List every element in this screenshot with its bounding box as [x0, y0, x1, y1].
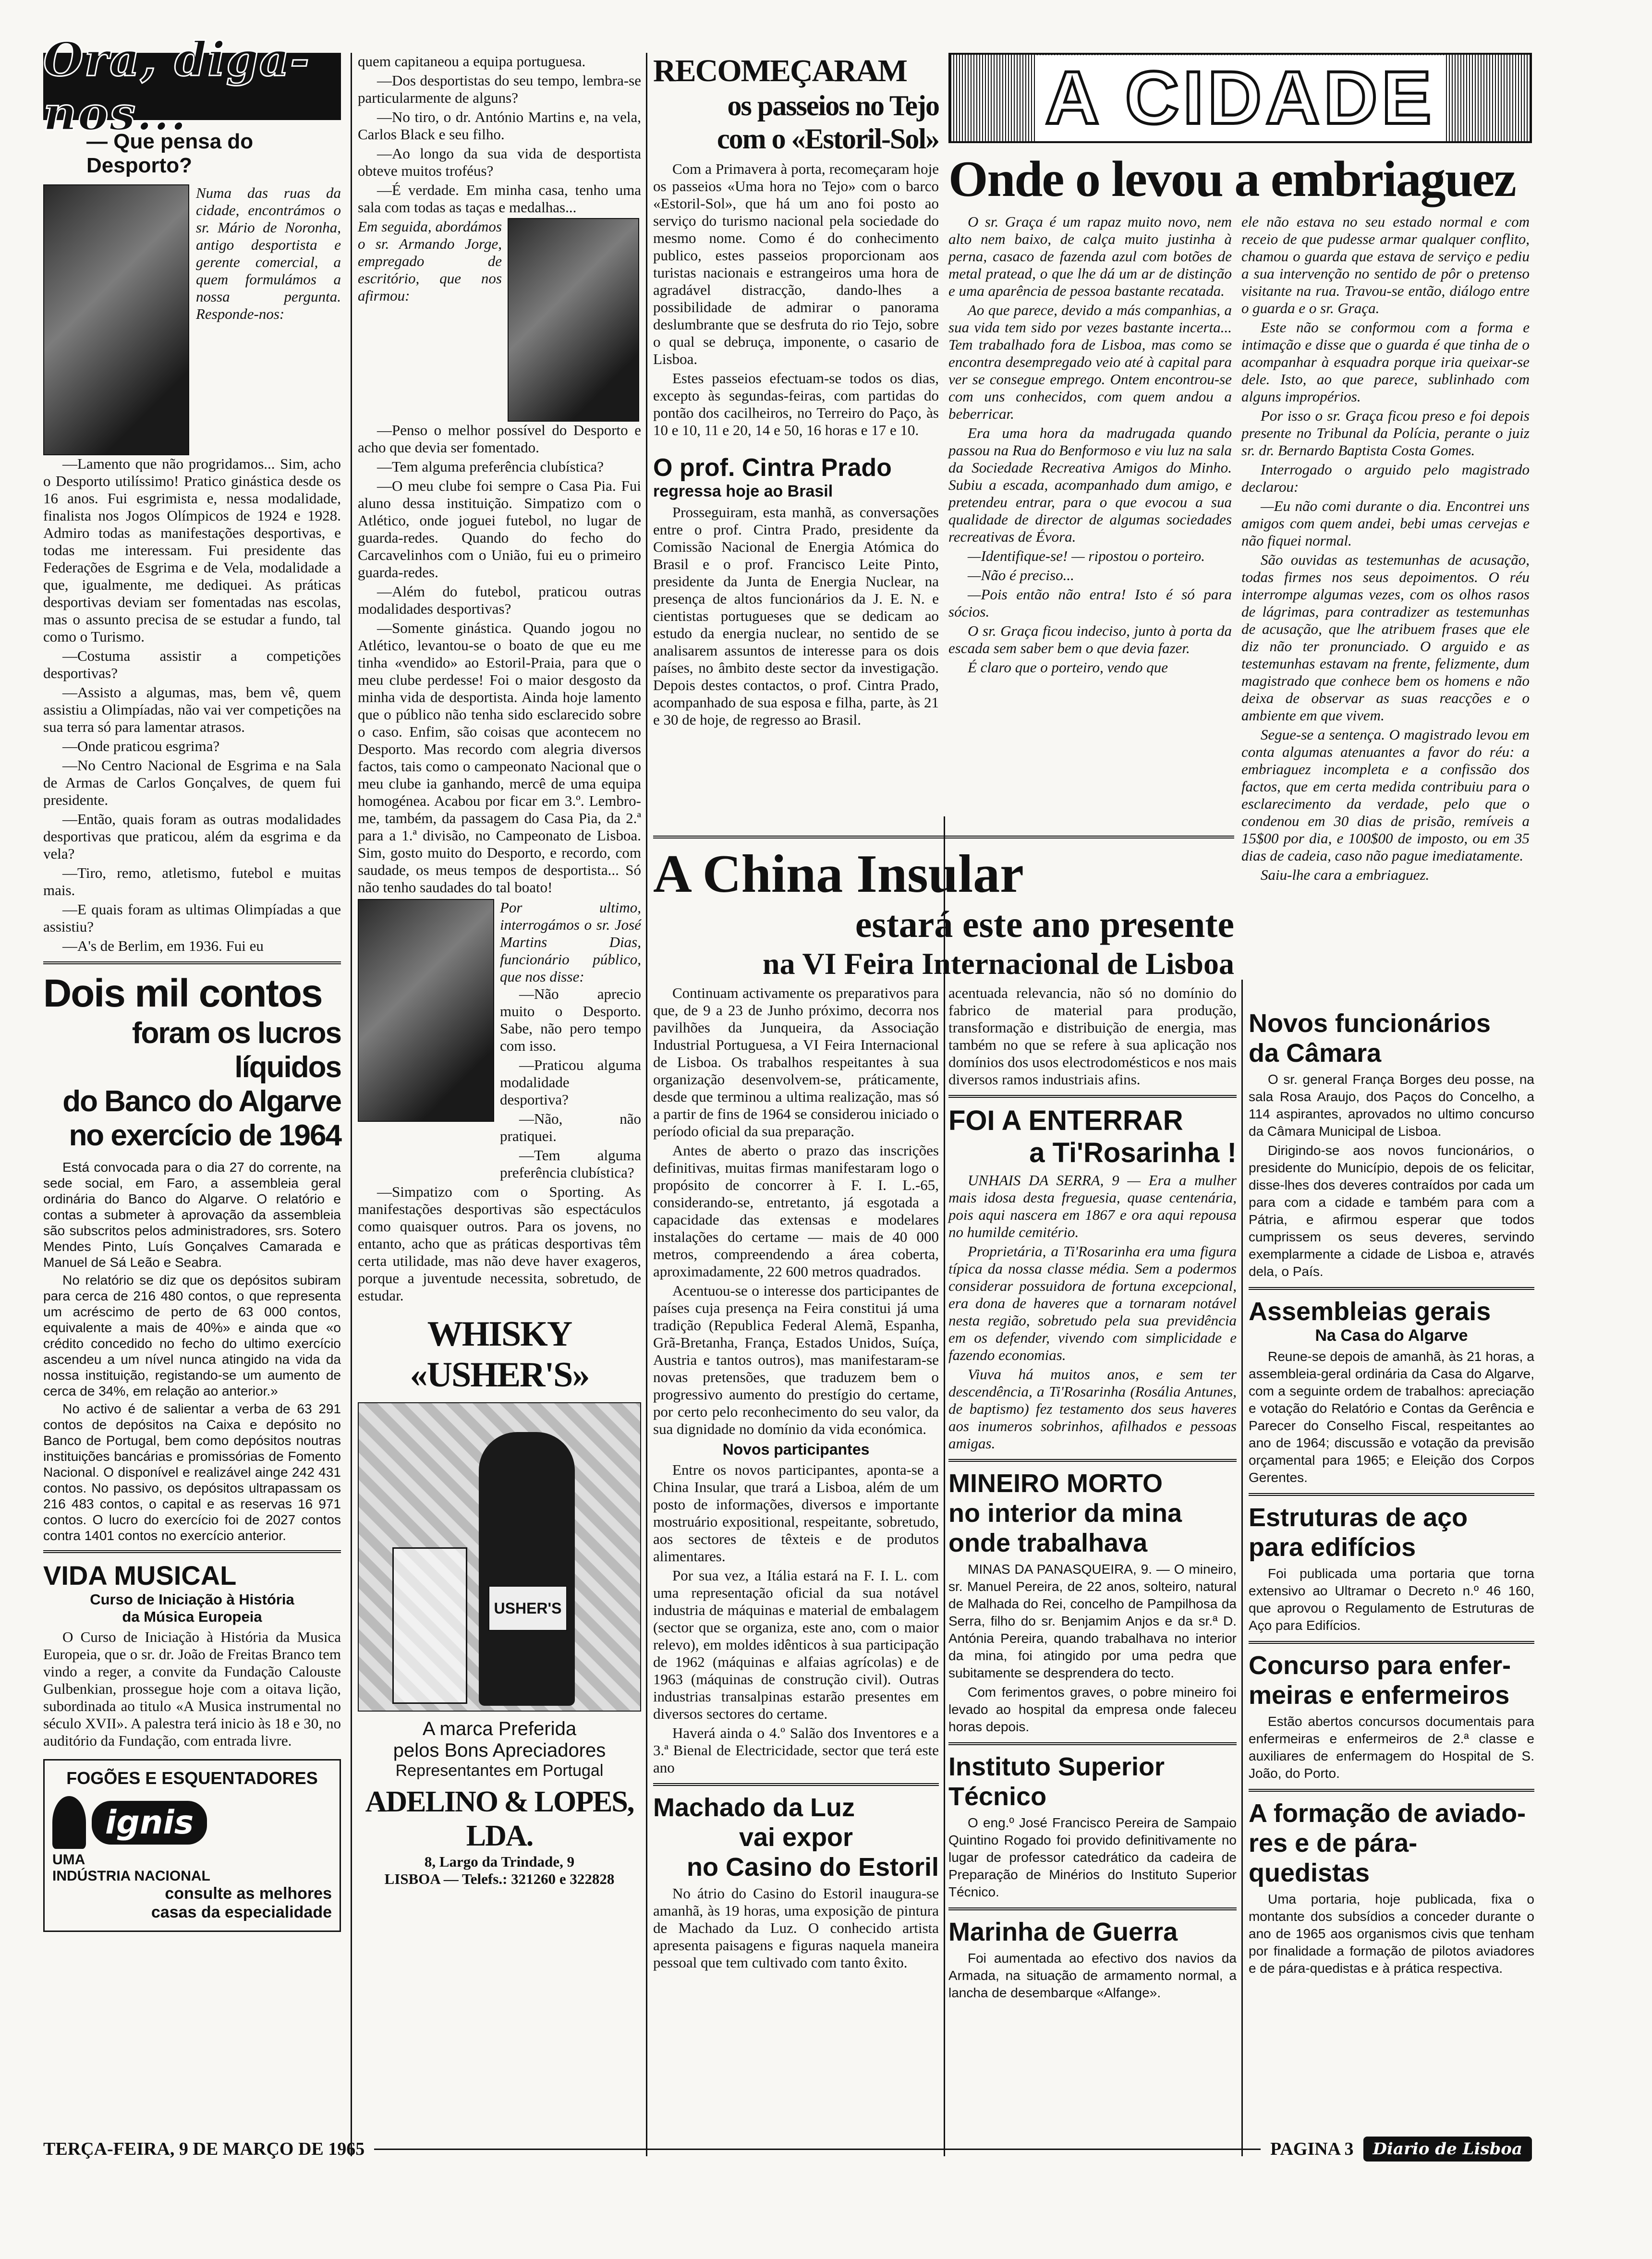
- ignis-line5: casas da especialidade: [151, 1903, 332, 1921]
- cidade-col1: [948, 213, 1232, 886]
- china-para: acentuada relevancia, não só no domínio do fabrico de material para produção, transformação e distribuição de energia, mas também no que se refere à sua aplicação nos domínios dos usos electrodomésticos e nos mais diversos ramos industriais afins.: [948, 984, 1237, 1088]
- machado-h2: vai expor: [739, 1823, 853, 1852]
- china-para: Entre os novos participantes, aponta-se a China Insular, que trará a Lisboa, além de um posto de informações, diversos e importante mostruário expositional, respeitante, sobretudo, aos sectores de têxteis e de produtos alimentares.: [653, 1461, 939, 1565]
- section-divider: [1249, 1493, 1534, 1496]
- china-col1: [653, 984, 939, 1973]
- ora-para: —Não aprecio muito o Desporto. Sabe, não pero tempo com isso.: [500, 985, 641, 1054]
- ora-para: —Além do futebol, praticou outras modalidades desportivas?: [358, 583, 641, 617]
- flame-icon: [52, 1796, 86, 1849]
- cidade-para: —Não é preciso...: [968, 567, 1074, 583]
- algarve-h3: do Banco do Algarve: [62, 1085, 341, 1118]
- marinha-para: Foi aumentada ao efectivo dos navios da Armada, na situação de armamento normal, a lancha de desembarque «Alfange».: [948, 1951, 1237, 2000]
- mineiro-para: Com ferimentos graves, o pobre mineiro foi levado ao hospital da empresa onde faleceu horas depois.: [948, 1685, 1237, 1734]
- section-divider: [43, 961, 341, 964]
- china-subhead: Novos participantes: [722, 1441, 870, 1458]
- cintra-para: Prosseguiram, esta manhã, as conversações entre o prof. Cintra Prado, presidente da Comissão Nacional de Energia Atómica do Brasil e o prof. Francisco Leite Pinto, presidente da Junta de Energia Nuclear, na presença de altos funcionários da J. E. N. e cientistas portugueses que se dedicam ao estudo da energia nuclear, no sentido de se analisarem assuntos de interesse para os dois países, no âmbito deste sector da investigação. Depois destes contactos, o prof. Cintra Prado, acompanhado de sua esposa e filha, parte, às 21 e 30 de hoje, de regresso ao Brasil.: [653, 504, 939, 728]
- vida-title: VIDA MUSICAL: [43, 1560, 237, 1591]
- footer-rule: [374, 2149, 1261, 2150]
- ora-para: —Tem alguma preferência clubística?: [377, 458, 604, 475]
- section-divider: [948, 1459, 1237, 1462]
- whisky-title: WHISKY «USHER'S»: [410, 1314, 589, 1395]
- mineiro-para: MINAS DA PANASQUEIRA, 9. — O mineiro, sr. Manuel Pereira, de 22 anos, solteiro, natural de Malhada do Rei, concelho de Pampilhosa da Serra, filho do sr. Benjamim Anjos e da sr.ª D. Antónia Pereira, quando trabalhava no interior da mina, foi atingido por uma pedra que subitamente se desprendera do tecto.: [948, 1562, 1237, 1680]
- section-divider: [948, 1095, 1237, 1098]
- cidade-para: Por isso o sr. Graça ficou preso e foi depois presente no Tribunal da Polícia, perante o juiz sr. dr. Bernardo Baptista Costa Gomes.: [1241, 407, 1530, 459]
- page-footer: [43, 2132, 1532, 2166]
- estruturas-para: Foi publicada uma portaria que torna extensivo ao Ultramar o Decreto n.º 46 160, que aprovou o Regulamento de Estruturas de Aço para Edifícios.: [1249, 1566, 1534, 1633]
- assembleias-h2: Na Casa do Algarve: [1315, 1326, 1468, 1345]
- cidade-para: É claro que o porteiro, vendo que: [968, 659, 1168, 676]
- china-h3: na VI Feira Internacional de Lisboa: [763, 947, 1234, 981]
- algarve-para: No relatório se diz que os depósitos subiram para cerca de 216 480 contos, o que representa um acréscimo de perto de 63 000 contos, equivalente a mais de 40%» e ainda que «o crédito concedido no fecho do ultimo exercício ascendeu a um nível nunca atingido na vida da nossa instituição, registando-se um aumento de cerca de 34%, em relação ao anterior.»: [43, 1273, 341, 1398]
- ora-para: —E quais foram as ultimas Olimpíadas a que assistiu?: [43, 901, 341, 935]
- ora-para: —A's de Berlim, em 1936. Fui eu: [62, 937, 264, 954]
- algarve-h2: foram os lucros líquidos: [132, 1017, 341, 1084]
- cidade-para: Interrogado o arguido pelo magistrado declarou:: [1241, 461, 1530, 495]
- ora-para: —Lamento que não progridamos... Sim, acho o Desporto utilíssimo! Pratico ginástica desde os 16 anos. Fui esgrimista e, nessa modalidade, finalista nos Jogos Olímpicos de 1924 e 1928. Admiro todas as manifestações desportivas, e todas me interessam. Fui presidente das Federações de Esgrima e de Vela, modalidade a que, igualmente, me dediquei. As práticas desportivas deviam ser fomentadas nas escolas, mas o assunto precisa de se estudar a fundo, tal como o Turismo.: [43, 455, 341, 645]
- formacao-h1: A formação de aviado-: [1249, 1799, 1526, 1828]
- novos-h2: da Câmara: [1249, 1039, 1382, 1068]
- photo-jose-martins-dias: [358, 899, 494, 1122]
- section-divider: [653, 1783, 939, 1786]
- photo-armando-jorge: [508, 218, 639, 422]
- section-divider: [653, 836, 1234, 838]
- rosarinha-para: Viuva há muitos anos, e sem ter descendência, a Ti'Rosarinha (Rosália Antunes, de baptismo) fez testamento dos seus haveres aos inumeros sobrinhos, afilhados e pessoas amigas.: [948, 1366, 1237, 1452]
- cidade-banner-text: A CIDADE: [1036, 55, 1444, 141]
- ora-para: —Penso o melhor possível do Desporto e acho que devia ser fomentado.: [358, 422, 641, 456]
- whisky-sub1: A marca Preferida: [422, 1718, 577, 1739]
- vida-sub2: da Música Europeia: [122, 1608, 262, 1625]
- ora-banner-text: Ora, diga-nos...: [43, 32, 311, 141]
- concurso-h2: meiras e enfermeiros: [1249, 1681, 1510, 1710]
- photo-mario-noronha: [43, 184, 189, 455]
- cidade-banner: [948, 53, 1532, 143]
- tejo-h3: com o «Estoril-Sol»: [717, 123, 939, 155]
- cidade-para: O sr. Graça ficou indeciso, junto à porta da escada sem saber bem o que devia fazer.: [948, 622, 1232, 656]
- rosarinha-h1: FOI A ENTERRAR: [948, 1105, 1183, 1136]
- ora-para: —Então, quais foram as outras modalidades desportivas que praticou, além da esgrima e da vela?: [43, 811, 341, 862]
- ora-para: —Não, não pratiquei.: [500, 1110, 641, 1144]
- whisky-city: LISBOA — Telefs.: 321260 e 322828: [384, 1870, 615, 1887]
- ora-para: —Ao longo da sua vida de desportista obteve muitos troféus?: [358, 145, 641, 179]
- formacao-para: Uma portaria, hoje publicada, fixa o montante dos subsídios a conceder durante o ano de 1965 aos organismos civis que tenham por finalidade a formação de pilotos aviadores e de pára-quedistas e à prática respectiva.: [1249, 1892, 1534, 1976]
- ora-para: —Onde praticou esgrima?: [62, 738, 220, 754]
- china-para: Antes de aberto o prazo das inscrições definitivas, muitas firmas manifestaram logo o propósito de concorrer à F. I. L.-65, considerando-se, entretanto, já esgotada a capacidade das extensas e modelares instalações do certame — mais de 40 000 metros, compreendendo a área coberta, aproximadamente, 22 600 metros quadrados.: [653, 1142, 939, 1280]
- rosarinha-para: UNHAIS DA SERRA, 9 — Era a mulher mais idosa desta freguesia, quase centenária, pois aqui nascera em 1867 e ora aqui repousa no humilde cemitério.: [948, 1172, 1237, 1240]
- ignis-line3: INDÚSTRIA NACIONAL: [52, 1868, 210, 1884]
- machado-h1: Machado da Luz: [653, 1793, 855, 1822]
- ora-para: quem capitaneou a equipa portuguesa.: [358, 53, 586, 70]
- concurso-para: Estão abertos concursos documentais para enfermeiras e enfermeiros de 2.ª classe e auxiliares de enfermagem do Hospital de S. João, do Porto.: [1249, 1714, 1534, 1781]
- ignis-line4: consulte as melhores: [165, 1884, 332, 1903]
- ora-para: —No tiro, o dr. António Martins e, na vela, Carlos Black e seu filho.: [358, 109, 641, 143]
- ignis-advert: [43, 1759, 341, 1932]
- column-rule: [646, 53, 647, 2156]
- novos-h1: Novos funcionários: [1249, 1009, 1491, 1038]
- instituto-h2: Técnico: [948, 1782, 1047, 1811]
- whisky-advert: [358, 1314, 641, 1933]
- mineiro-h1: MINEIRO MORTO: [948, 1469, 1163, 1498]
- cidade-para: ele não estava no seu estado normal e com receio de que pudesse armar qualquer conflito, chamou o guarda que estava de serviço e pediu a sua intervenção no sentido de pôr o pretenso visitante na rua. Travou-se então, diálogo entre o guarda e o sr. Graça.: [1241, 213, 1530, 316]
- marinha-h1: Marinha de Guerra: [948, 1918, 1178, 1946]
- cidade-para: Era uma hora da madrugada quando passou na Rua do Benformoso e viu luz na sala da Sociedade Recreativa Amigos do Minho. Subiu a escada, acompanhado dum amigo, e pretendeu entrar, para o que evocou a sua qualidade de director de algumas sociedades recreativas de Évora.: [948, 425, 1232, 545]
- cidade-para: Ao que parece, devido a más companhias, a sua vida tem sido por vezes bastante incerta... Tem trabalhado fora de Lisboa, mas como se encontra desempregado veio até à capital para ver se consegue emprego. Ontem encontrou-se com uns conhecidos, com quem andou a beberricar.: [948, 302, 1232, 422]
- tejo-para: Estes passeios efectuam-se todos os dias, excepto às segundas-feiras, com partidas do pontão dos cacilheiros, no Terreiro do Paço, às 10 e 10, 11 e 20, 14 e 50, 16 horas e 17 e 10.: [653, 370, 939, 438]
- ora-para: —O meu clube foi sempre o Casa Pia. Fui aluno dessa instituição. Simpatizo com o Atlético, onde joguei futebol, no lugar de guarda-redes. Quando do fecho do Carcavelinhos com o União, fui eu o primeiro guarda-redes.: [358, 477, 641, 581]
- ora-para: —Simpatizo com o Sporting. As manifestações desportivas são espectáculos como quaisquer outros. Para os jovens, no entanto, acho que as práticas desportivas têm certa utilidade, mas não deve haver exageros, porque a juventude necessita, sobretudo, de estudar.: [358, 1183, 641, 1304]
- algarve-para: No activo é de salientar a verba de 63 291 contos de depósitos na Caixa e depósito no Banco de Portugal, bem como depósitos noutras instituições bancárias e promissórias de Fomento Nacional. O disponível e realizável ainge 242 431 contos. No passivo, os depósitos ultrapassam os 216 483 contos, o capital e as reservas 16 971 contos. O lucro do exercício foi de 2027 contos contra 1401 contos no exercício anterior.: [43, 1401, 341, 1543]
- cintra-sub: regressa hoje ao Brasil: [653, 482, 833, 500]
- ora-para: —Assisto a algumas, mas, bem vê, quem assistiu a Olimpíadas, não vai ver competições na sua terra só para lamentar atrasos.: [43, 684, 341, 735]
- ora-intro: Numa das ruas da cidade, encontrámos o sr. Mário de Noronha, antigo desportista e gerente comercial, a quem formulámos a nossa pergunta. Responde-nos:: [196, 184, 341, 322]
- cintra-title: O prof. Cintra Prado: [653, 454, 892, 482]
- footer-paper: Diario de Lisboa: [1363, 2137, 1532, 2162]
- cidade-headline: Onde o levou a embriaguez: [948, 151, 1516, 207]
- cidade-para: São ouvidas as testemunhas de acusação, todas firmes nos seus depoimentos. O réu interrompe algumas vezes, com os olhos rasos de lágrimas, para contradizer as testemunhas de acusação, que lhe atribuem frases que ele diz não ter pronunciado. O arguido e as testemunhas estavam na frente, felizmente, dum magistrado que conhece bem os homens e não deixa de observar as suas reacções e o ambiente em que vivem.: [1241, 551, 1530, 724]
- section-divider: [43, 1550, 341, 1553]
- footer-page: PAGINA 3: [1270, 2139, 1354, 2159]
- algarve-h4: no exercício de 1964: [69, 1119, 341, 1152]
- section-divider: [1249, 1287, 1534, 1290]
- section-divider: [948, 1907, 1237, 1910]
- ora-intro3: Por ultimo, interrogámos o sr. José Martins Dias, funcionário público, que nos disse:: [500, 899, 641, 985]
- ora-para: —Somente ginástica. Quando jogou no Atlético, levantou-se o boato de que eu me tinha «vendido» ao Estoril-Praia, para que o meu clube perdesse! Foi o maior desgosto da minha vida de desportista. Ainda hoje lamento que o público não tenha sido esclarecido sobre o caso. Enfim, são coisas que acontecem no Desporto. Mas recordo com alegria diversos factos, tais como o campeonato Nacional que o meu clube ia ganhando, mercê de uma equipa homogénea. Acabou por ficar em 3.º. Lembro-me, também, da passagem do Casa Pia, da 2.ª para a 1.ª divisão, no Campeonato de Lisboa. Sim, gosto muito do Desporto, e recordo, com saudade, os meus tempos de desportista... Só não tenho saudades do tal boato!: [358, 619, 641, 896]
- column-4-lower: [948, 984, 1237, 2004]
- cidade-para: —Identifique-se! — ripostou o porteiro.: [968, 547, 1205, 564]
- footer-date: TERÇA-FEIRA, 9 DE MARÇO DE 1965: [43, 2139, 365, 2159]
- cidade-para: Segue-se a sentença. O magistrado levou em conta algumas atenuantes a favor do réu: a embriaguez incompleta e a confissão dos factos, que em certa medida contribuiu para o esclarecimento da verdade, pelo que o condenou em 30 dias de prisão, remíveis a 15$00 por dia, e 100$00 de imposto, ou em 35 dias de cadeia, caso não pague imediatamente.: [1241, 726, 1530, 864]
- estruturas-h2: para edifícios: [1249, 1533, 1416, 1562]
- section-divider: [1249, 1789, 1534, 1792]
- vida-para: O Curso de Iniciação à História da Musica Europeia, que o sr. dr. João de Freitas Branco tem vindo a reger, a convite da Fundação Calouste Gulbenkian, prossegue hoje com a oitava lição, subordinada ao titulo «A Musica instrumental no século XVII». A palestra terá inicio às 18 e 30, no auditório da Fundação, com entrada livre.: [43, 1628, 341, 1749]
- mineiro-h2: no interior da mina: [948, 1499, 1182, 1528]
- machado-h3: no Casino do Estoril: [686, 1853, 939, 1882]
- cidade-para: —Eu não comi durante o dia. Encontrei uns amigos com quem andei, bebi umas cervejas e não fiquei normal.: [1241, 498, 1530, 549]
- ora-para: —Tiro, remo, atletismo, futebol e muitas mais.: [43, 864, 341, 899]
- column-1: [43, 32, 341, 1932]
- section-divider: [948, 1742, 1237, 1745]
- tejo-h2: os passeios no Tejo: [727, 90, 939, 121]
- ora-banner: [43, 32, 341, 141]
- column-rule: [351, 53, 352, 2156]
- ignis-line1: FOGÕES E ESQUENTADORES: [66, 1768, 318, 1788]
- novos-para: Dirigindo-se aos novos funcionários, o presidente do Município, depois de os felicitar, disse-lhes dos deveres contraídos por cada um para com a cidade e também para com a Pátria, e afirmou esperar que todos cumprissem os seus deveres, servindo exemplarmente a cidade de Lisboa e, através dela, o País.: [1249, 1143, 1534, 1279]
- algarve-h1: Dois mil contos: [43, 972, 322, 1015]
- cidade-para: O sr. Graça é um rapaz muito novo, nem alto nem baixo, de calça muito justinha à perna, casaco de fazenda azul com botões de metal pratead, o que lhe dá um ar de distinção e uma aparência de pessoa bastante recatada.: [948, 213, 1232, 299]
- glass-icon: [392, 1547, 467, 1704]
- formacao-h2: res e de pára-quedistas: [1249, 1829, 1418, 1887]
- china-para: Continuam activamente os preparativos para que, de 9 a 23 de Junho próximo, decorra nos pavilhões da Junqueira, da Associação Industrial Portuguesa, a VI Feira Internacional de Lisboa. Os trabalhos respeitantes à sua organização desenvolvem-se, práticamente, desde que terminou a ultima realização, mas só a partir de fins de 1964 se considerou iniciado o período oficial da sua preparação.: [653, 984, 939, 1140]
- whisky-address: 8, Largo da Trindade, 9: [424, 1853, 575, 1870]
- concurso-h1: Concurso para enfer-: [1249, 1651, 1511, 1680]
- instituto-para: O eng.º José Francisco Pereira de Sampaio Quintino Rogado foi provido definitivamente no lugar de professor catedrático da cadeira de Preparação de Minérios do Instituto Superior Técnico.: [948, 1815, 1237, 1899]
- rosarinha-para: Proprietária, a Ti'Rosarinha era uma figura típica da nossa classe média. Sem a podermos considerar possuidora de fortuna excepcional, era dona de haveres que a tornaram notável nesta região, sobretudo pela sua previdência em os defender, vivendo com simplicidade e fazendo economias.: [948, 1243, 1237, 1363]
- cidade-col2: [1241, 213, 1530, 886]
- whisky-sub3: Representantes em Portugal: [395, 1761, 604, 1780]
- bottle-icon: [479, 1432, 575, 1706]
- china-para: Haverá ainda o 4.º Salão dos Inventores e a 3.ª Bienal de Electricidade, sector que terá este ano: [653, 1725, 939, 1776]
- whisky-photo: [358, 1402, 641, 1712]
- cidade-section: [948, 53, 1532, 886]
- novos-para: O sr. general França Borges deu posse, na sala Rosa Araujo, dos Paços do Concelho, a 114 aspirantes, aprovados no ultimo concurso da Câmara Municipal de Lisboa.: [1249, 1072, 1534, 1139]
- tejo-h1: RECOMEÇARAM: [653, 53, 907, 88]
- china-section: [653, 836, 1234, 991]
- ora-para: —Dos desportistas do seu tempo, lembra-se particularmente de alguns?: [358, 72, 641, 106]
- whisky-label: USHER'S: [488, 1586, 567, 1631]
- vida-sub1: Curso de Iniciação à História: [90, 1591, 294, 1608]
- ignis-brand: ignis: [92, 1801, 207, 1845]
- estruturas-h1: Estruturas de aço: [1249, 1503, 1468, 1532]
- algarve-para: Está convocada para o dia 27 do corrente, na sede social, em Faro, a assembleia geral ordinária do Banco do Algarve. O relatório e contas a submeter à aprovação da assembleia são subscritos pelos administradores, srs. Sotero Mendes Pinto, Luís Gonçalves Camarada e Manuel de Sá Leão e Seabra.: [43, 1160, 341, 1270]
- column-5-lower: [1249, 1008, 1534, 1979]
- tejo-para: Com a Primavera à porta, recomeçaram hoje os passeios «Uma hora no Tejo» com o barco «Estoril-Sol», que há um ano foi posto ao serviço do turismo nacional pela sociedade do mesmo nome. Como é do conhecimento publico, estes passeios proporcionam aos turistas nacionais e estrangeiros uma hora de agradável distracção, dando-lhes a possibilidade de admirar o panorama deslumbrante que se desfruta do rio Tejo, sobre o qual se debruça, imponente, o casario de Lisboa.: [653, 160, 939, 367]
- ora-para: —É verdade. Em minha casa, tenho uma sala com todas as taças e medalhas...: [358, 182, 641, 216]
- ora-para: —Tem alguma preferência clubística?: [500, 1147, 641, 1181]
- china-para: Acentuou-se o interesse dos participantes de países cuja presença na Feira constitui já uma tradição (Republica Federal Alemã, Espanha, Grã-Bretanha, França, Estados Unidos, Suíça, Austria e tantos outros), mas manifestaram-se novas pretensões, que traduzem bem o progressivo aumento do prestígio do certame, por certo pelo reconhecimento do seu valor, da sua dignidade no domínio da vida económica.: [653, 1282, 939, 1437]
- cidade-para: Saiu-lhe cara a embriaguez.: [1261, 866, 1430, 883]
- ora-para: —Costuma assistir a competições desportivas?: [43, 647, 341, 681]
- column-2: [358, 53, 641, 1933]
- ora-intro2: Em seguida, abordámos o sr. Armando Jorge, empregado de escritório, que nos afirmou:: [358, 218, 502, 304]
- china-h2: estará este ano presente: [855, 903, 1234, 945]
- column-rule: [1241, 980, 1243, 2156]
- instituto-h1: Instituto Superior: [948, 1752, 1165, 1781]
- column-rule: [944, 816, 945, 2156]
- ignis-line2: UMA: [52, 1852, 85, 1868]
- machado-para: No átrio do Casino do Estoril inaugura-se amanhã, às 19 horas, uma exposição de pintura de Machado da Luz. O conhecido artista apresenta paisagens e figuras naquela maneira pessoal que tem cultivado com tanto êxito.: [653, 1885, 939, 1971]
- cidade-para: —Pois então não entra! Isto é só para sócios.: [948, 586, 1232, 620]
- assembleias-para: Reune-se depois de amanhã, às 21 horas, a assembleia-geral ordinária da Casa do Algarve, com a seguinte ordem de trabalhos: apreciação e votação do Relatório e Contas da Gerência e Parecer do Conselho Fiscal, respeitantes ao ano de 1964; discussão e votação da previsão orçamental para 1965; e Eleição dos Corpos Gerentes.: [1249, 1349, 1534, 1485]
- china-h1: A China Insular: [653, 844, 1024, 904]
- mineiro-h3: onde trabalhava: [948, 1529, 1148, 1557]
- cidade-para: Este não se conformou com a forma e intimação e disse que o guarda é que tinha de o acompanhar à esquadra porque iria queixar-se dele. Isto, ao que parece, sublinhado com alguns impropérios.: [1241, 319, 1530, 405]
- ora-subtitle: — Que pensa do Desporto?: [86, 130, 254, 177]
- ora-para: —Praticou alguma modalidade desportiva?: [500, 1057, 641, 1108]
- algarve-headline: [43, 971, 341, 1153]
- rosarinha-h2: a Ti'Rosarinha !: [1029, 1137, 1237, 1168]
- whisky-sub2: pelos Bons Apreciadores: [393, 1740, 606, 1761]
- column-3: [653, 53, 939, 730]
- ora-para: —No Centro Nacional de Esgrima e na Sala de Armas de Carlos Gonçalves, de quem fui presidente.: [43, 757, 341, 808]
- whisky-company: ADELINO & LOPES, LDA.: [365, 1785, 634, 1852]
- assembleias-h1: Assembleias gerais: [1249, 1297, 1491, 1326]
- china-para: Por sua vez, a Itália estará na F. I. L. com uma representação oficial da sua notável industria de máquinas e material de embalagem (sector que se organiza, este ano, com o maior relevo), em moldes idênticos à sua participação de 1962 (máquinas e alfaias agrícolas) e de 1963 (máquinas de construção civil). Outras industrias transalpinas estarão presentes em diversos sectores do certame.: [653, 1567, 939, 1722]
- section-divider: [1249, 1641, 1534, 1644]
